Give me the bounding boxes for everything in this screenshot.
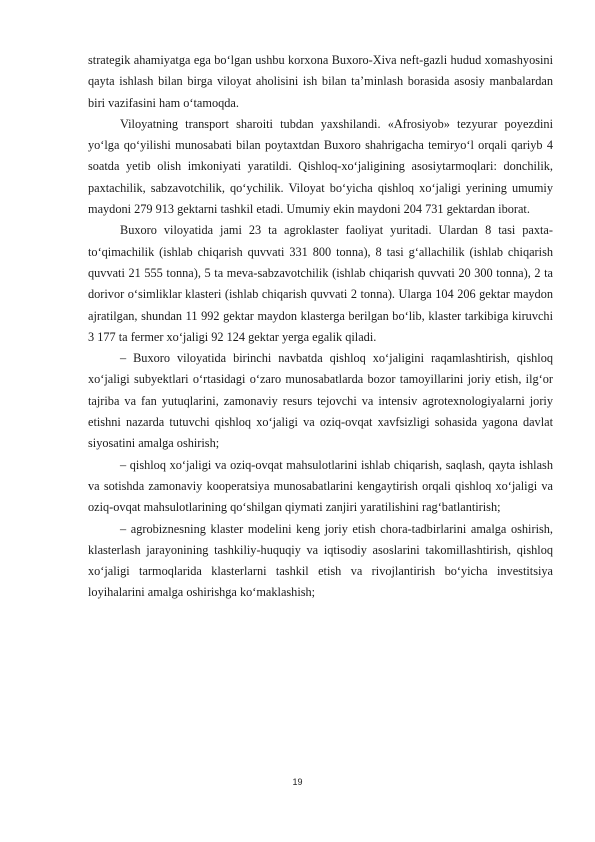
paragraph-transport: Viloyatning transport sharoiti tubdan yaxshilandi. «Afrosiyob» tezyurar poyezdini yo‘lga qo‘yilishi munosabati bilan poytaxtdan Buxoro shahrigacha temiryo‘l orqali qariyb 4 soatda yetib olish imkoniyati yaratildi. Qishloq-xo‘jaligining asosiytarmoqlari: donchilik, paxtachilik, sabzavotchilik, qo‘ychilik. Viloyat bo‘yicha qishloq xo‘jaligi yerining umumiy maydoni 279 913 gektarni tashkil etadi. Umumiy ekin maydoni 204 731 gektardan iborat. (88, 116, 553, 217)
list-item-cluster-model: – agrobiznesning klaster modelini keng joriy etish chora-tadbirlarini amalga oshirish, klasterlash jarayonining tashkiliy-huquqiy va iqtisodiy asoslarini takomillashtirish, qishloq xo‘jaligi tarmoqlarida klasterlarni tashkil etish va rivojlantirish bo‘yicha investitsiya loyihalarini amalga oshirishga ko‘maklashish; (88, 521, 553, 600)
body-text (88, 50, 553, 604)
paragraph-continuation: strategik ahamiyatga ega bo‘lgan ushbu korxona Buxoro-Xiva neft-gazli hudud xomashyosini qayta ishlash bilan birga viloyat aholisini ish bilan ta’minlash borasida asosiy manbalardan biri vazifasini ham o‘tamoqda. (88, 53, 553, 110)
paragraph-agroclusters: Buxoro viloyatida jami 23 ta agroklaster faoliyat yuritadi. Ulardan 8 tasi paxta-to‘qimachilik (ishlab chiqarish quvvati 331 800 tonna), 8 tasi g‘allachilik (ishlab chiqarish quvvati 21 555 tonna), 5 ta meva-sabzavotchilik (ishlab chiqarish quvvati 20 300 tonna), 2 ta dorivor o‘simliklar klasteri (ishlab chiqarish quvvati 2 tonna). Ularga 104 206 gektar maydon ajratilgan, shundan 11 992 gektar maydon klasterga berilgan bo‘lib, klaster tarkibiga kiruvchi 3 177 ta fermer xo‘jaligi 92 124 gektar yerga egalik qiladi. (88, 223, 553, 344)
page-number: 19 (292, 777, 303, 787)
list-item-cooperation: – qishloq xo‘jaligi va oziq-ovqat mahsulotlarini ishlab chiqarish, saqlash, qayta ishlash va sotishda zamonaviy kooperatsiya munosabatlarini kengaytirish orqali qishloq xo‘jaligi va oziq-ovqat mahsulotlarining qo‘shilgan qiymati zanjiri yaratilishini rag‘batlantirish; (88, 457, 553, 515)
list-item-digitalization: – Buxoro viloyatida birinchi navbatda qishloq xo‘jaligini raqamlashtirish, qishloq xo‘jaligi subyektlari o‘rtasidagi o‘zaro munosabatlarda bozor tamoyillarini joriy etish, ilg‘or tajriba va fan yutuqlarini, zamonaviy resurs tejovchi va intensiv agrotexnologiyalarni joriy etishni nazarda tutuvchi qishloq xo‘jaligi va oziq-ovqat xavfsizligi sohasida yagona davlat siyosatini amalga oshirish; (88, 351, 553, 451)
